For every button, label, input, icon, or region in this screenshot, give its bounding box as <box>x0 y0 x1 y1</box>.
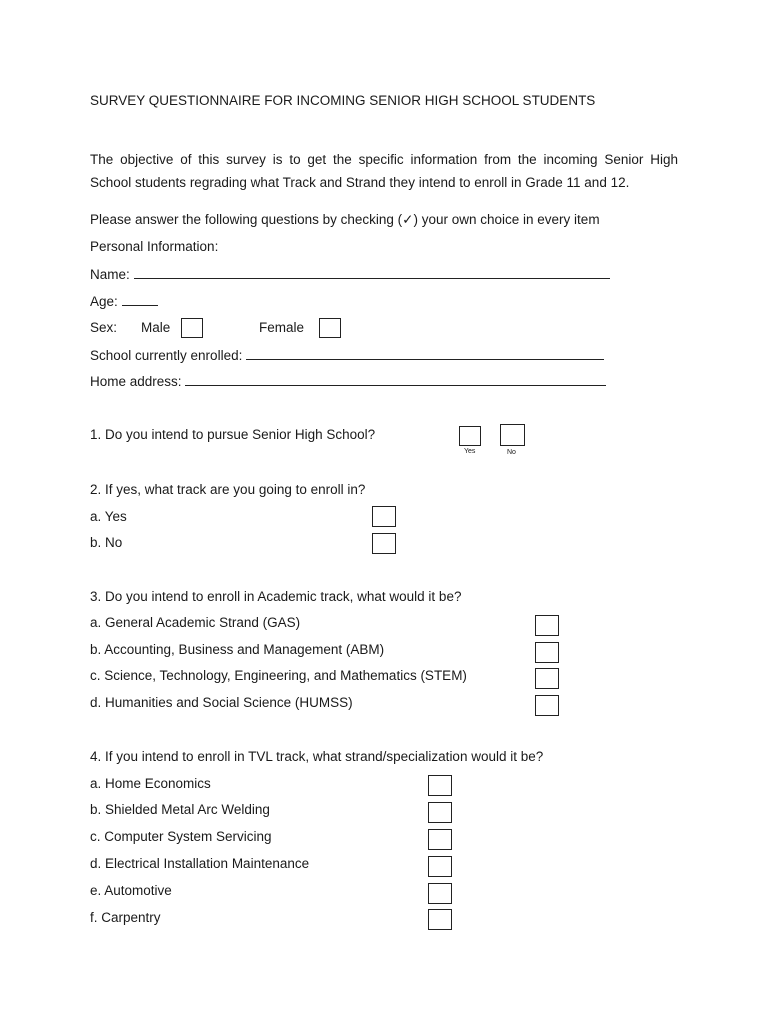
q1-yes-label: Yes <box>464 448 476 455</box>
q1-no-checkbox[interactable] <box>500 424 525 446</box>
q3-option: c. Science, Technology, Engineering, and Mathematics (STEM) <box>90 668 467 683</box>
q4-option-checkbox[interactable] <box>428 775 452 796</box>
sex-label: Sex: <box>90 320 118 335</box>
q4-option: e. Automotive <box>90 883 172 898</box>
q4-option-checkbox[interactable] <box>428 883 452 904</box>
address-row <box>90 372 606 391</box>
q3-option: a. General Academic Strand (GAS) <box>90 615 301 630</box>
q4-option-checkbox[interactable] <box>428 856 452 877</box>
name-label: Name: <box>90 267 130 282</box>
age-label: Age: <box>90 294 118 309</box>
age-row <box>90 292 158 311</box>
school-blank[interactable] <box>246 346 604 360</box>
objective-line-2: School students regrading what Track and Strand they intend to enroll in Grade 11 and 12. <box>90 175 630 190</box>
q3-option-checkbox[interactable] <box>535 695 559 716</box>
q4-option: a. Home Economics <box>90 776 211 791</box>
female-label: Female <box>259 320 305 335</box>
q3-option: d. Humanities and Social Science (HUMSS) <box>90 695 353 710</box>
objective-line-1: The objective of this survey is to get the specific information from the incoming Senior High <box>90 152 678 167</box>
q4-option-checkbox[interactable] <box>428 909 452 930</box>
name-blank[interactable] <box>134 265 610 279</box>
female-checkbox[interactable] <box>319 318 341 338</box>
q2-option-checkbox[interactable] <box>372 506 396 527</box>
address-label: Home address: <box>90 374 182 389</box>
name-row <box>90 265 610 284</box>
document-title: SURVEY QUESTIONNAIRE FOR INCOMING SENIOR HIGH SCHOOL STUDENTS <box>90 93 596 108</box>
question-2: 2. If yes, what track are you going to enroll in? <box>90 482 366 497</box>
male-checkbox[interactable] <box>181 318 203 338</box>
q4-option: f. Carpentry <box>90 910 161 925</box>
age-blank[interactable] <box>122 292 158 306</box>
q4-option: b. Shielded Metal Arc Welding <box>90 802 270 817</box>
personal-info-heading: Personal Information: <box>90 239 219 254</box>
address-blank[interactable] <box>185 372 606 386</box>
q4-option: c. Computer System Servicing <box>90 829 272 844</box>
q4-option: d. Electrical Installation Maintenance <box>90 856 310 871</box>
q4-option-checkbox[interactable] <box>428 829 452 850</box>
school-row <box>90 346 604 365</box>
q1-yes-checkbox[interactable] <box>459 426 481 446</box>
q4-option-checkbox[interactable] <box>428 802 452 823</box>
male-label: Male <box>141 320 171 335</box>
q2-option: a. Yes <box>90 509 127 524</box>
q3-option-checkbox[interactable] <box>535 642 559 663</box>
question-3: 3. Do you intend to enroll in Academic track, what would it be? <box>90 589 462 604</box>
instructions: Please answer the following questions by checking (✓) your own choice in every item <box>90 212 600 227</box>
q2-option-checkbox[interactable] <box>372 533 396 554</box>
q3-option-checkbox[interactable] <box>535 668 559 689</box>
q3-option-checkbox[interactable] <box>535 615 559 636</box>
q2-option: b. No <box>90 535 123 550</box>
q3-option: b. Accounting, Business and Management (ABM) <box>90 642 385 657</box>
objective-paragraph <box>90 148 678 194</box>
q1-no-label: No <box>507 449 516 456</box>
question-4: 4. If you intend to enroll in TVL track, what strand/specialization would it be? <box>90 749 544 764</box>
question-1: 1. Do you intend to pursue Senior High School? <box>90 427 376 442</box>
school-label: School currently enrolled: <box>90 348 243 363</box>
